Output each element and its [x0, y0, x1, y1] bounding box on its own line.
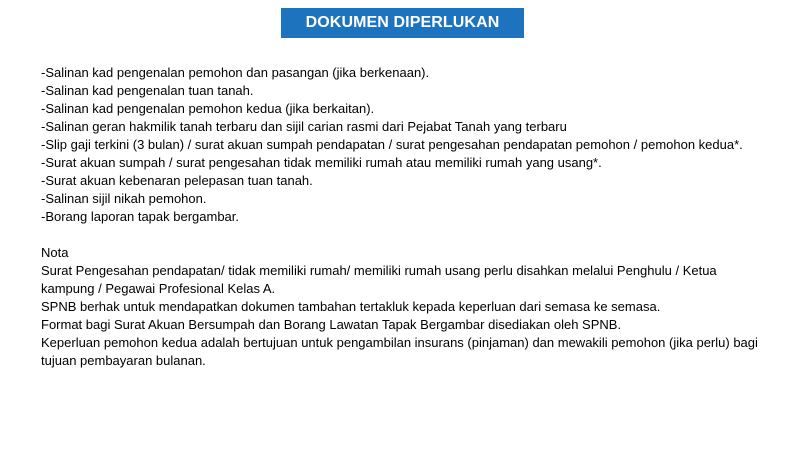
document-item-9: -Borang laporan tapak bergambar. — [41, 209, 240, 224]
document-item-4: -Salinan geran hakmilik tanah terbaru dan sijil carian rasmi dari Pejabat Tanah yang terbaru — [41, 119, 567, 134]
document-item-5: -Slip gaji terkini (3 bulan) / surat akuan sumpah pendapatan / surat pengesahan pendapatan pemohon / pemohon kedua*. — [41, 137, 743, 152]
document-item-8: -Salinan sijil nikah pemohon. — [41, 191, 207, 206]
section-spacer — [41, 226, 769, 244]
document-item-7: -Surat akuan kebenaran pelepasan tuan tanah. — [41, 173, 313, 188]
nota-heading: Nota — [41, 245, 69, 260]
nota-item-1: Surat Pengesahan pendapatan/ tidak memiliki rumah/ memiliki rumah usang perlu disahkan melalui Penghulu / Ketua kampung / Pegawai Profesional Kelas A. — [41, 263, 717, 296]
nota-section — [41, 244, 769, 370]
nota-item-2: SPNB berhak untuk mendapatkan dokumen tambahan tertakluk kepada keperluan dari semasa ke semasa. — [41, 299, 661, 314]
document-item-6: -Surat akuan sumpah / surat pengesahan tidak memiliki rumah atau memiliki rumah yang usang*. — [41, 155, 602, 170]
required-documents-list — [41, 64, 769, 226]
nota-item-4: Keperluan pemohon kedua adalah bertujuan untuk pengambilan insurans (pinjaman) dan mewakili pemohon (jika perlu) bagi tujuan pembayaran bulanan. — [41, 335, 758, 368]
page-title: DOKUMEN DIPERLUKAN — [305, 14, 500, 31]
document-item-3: -Salinan kad pengenalan pemohon kedua (jika berkaitan). — [41, 101, 375, 116]
title-banner — [281, 8, 524, 38]
document-content — [41, 64, 769, 370]
document-item-1: -Salinan kad pengenalan pemohon dan pasangan (jika berkenaan). — [41, 65, 430, 80]
nota-item-3: Format bagi Surat Akuan Bersumpah dan Borang Lawatan Tapak Bergambar disediakan oleh SPNB. — [41, 317, 622, 332]
document-item-2: -Salinan kad pengenalan tuan tanah. — [41, 83, 254, 98]
